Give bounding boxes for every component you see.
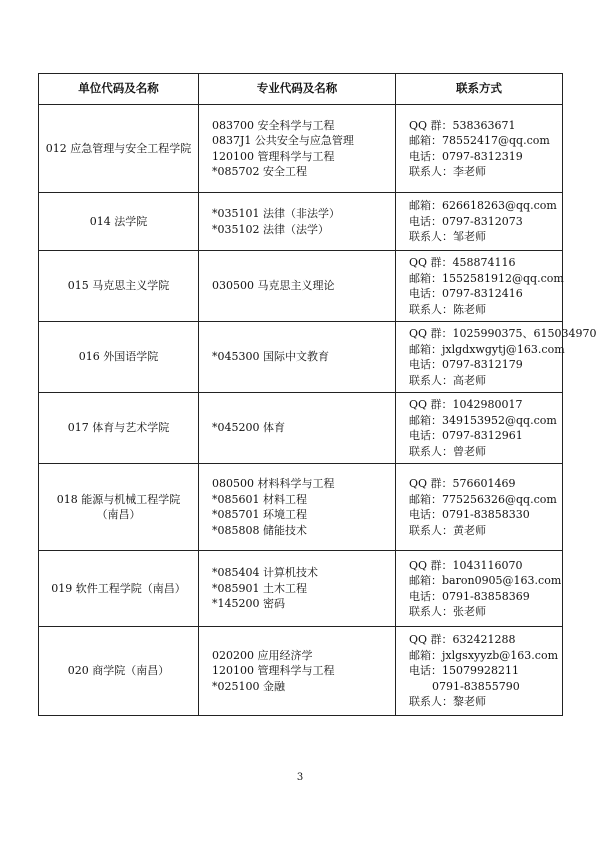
major-line: 0837J1 公共安全与应急管理 xyxy=(212,134,354,147)
table-header-row xyxy=(39,74,563,105)
contact-line: QQ 群：458874116 xyxy=(409,256,516,269)
unit-cell xyxy=(39,551,199,627)
major-line: 030500 马克思主义理论 xyxy=(212,279,335,293)
contact-line: 电话：0797-8312319 xyxy=(409,149,523,163)
unit-line: 017 体育与艺术学院 xyxy=(67,421,170,435)
major-line: *145200 密码 xyxy=(212,597,285,611)
major-line: *025100 金融 xyxy=(212,679,285,693)
contact-line: 联系人：高老师 xyxy=(409,373,486,387)
contact-line: 0791-83855790 xyxy=(432,679,520,693)
major-cell xyxy=(199,251,396,322)
contact-table xyxy=(38,73,597,716)
contact-line: 电话：0797-8312961 xyxy=(409,429,523,442)
contact-cell xyxy=(396,464,563,551)
major-line: *085901 土木工程 xyxy=(212,581,307,595)
unit-line: 015 马克思主义学院 xyxy=(67,279,170,293)
table-row xyxy=(39,251,563,322)
major-cell xyxy=(199,627,396,716)
contact-line: 联系人：李老师 xyxy=(409,165,486,178)
contact-cell xyxy=(396,193,563,251)
table-row xyxy=(39,193,563,251)
contact-cell xyxy=(396,251,563,322)
major-cell xyxy=(199,551,396,627)
unit-cell xyxy=(39,627,199,716)
table-row xyxy=(39,393,563,464)
contact-line: 邮箱：jxlgdxwgytj@163.com xyxy=(409,342,565,356)
contact-cell xyxy=(396,551,563,627)
contact-line: 电话：0797-8312179 xyxy=(409,358,523,371)
contact-line: 电话：0797-8312416 xyxy=(409,287,523,300)
major-cell xyxy=(199,393,396,464)
contact-line: 邮箱：78552417@qq.com xyxy=(409,134,550,147)
major-line: *045300 国际中文教育 xyxy=(212,350,329,364)
table-row xyxy=(39,105,563,193)
major-line: 083700 安全科学与工程 xyxy=(212,118,335,132)
unit-line: 016 外国语学院 xyxy=(78,350,159,364)
unit-cell xyxy=(39,393,199,464)
contact-line: 联系人：黎老师 xyxy=(409,695,486,709)
contact-line: QQ 群：1025990375、615034970 xyxy=(409,327,597,340)
major-line: *035102 法律（法学） xyxy=(212,222,329,236)
unit-cell xyxy=(39,105,199,193)
contact-line: 邮箱：775256326@qq.com xyxy=(409,492,557,506)
contact-line: QQ 群：632421288 xyxy=(409,633,516,647)
contact-line: QQ 群：538363671 xyxy=(409,118,516,132)
unit-line: 018 能源与机械工程学院 xyxy=(56,492,181,506)
major-line: 020200 应用经济学 xyxy=(212,648,313,662)
major-line: *035101 法律（非法学） xyxy=(212,207,340,220)
page-number: 3 xyxy=(296,772,304,783)
major-line: 080500 材料科学与工程 xyxy=(212,477,335,490)
contact-line: 邮箱：1552581912@qq.com xyxy=(409,271,564,285)
major-line: 120100 管理科学与工程 xyxy=(212,664,335,678)
major-line: *085404 计算机技术 xyxy=(212,566,318,580)
contact-line: 电话：15079928211 xyxy=(409,664,519,678)
header-major: 专业代码及名称 xyxy=(199,74,396,105)
unit-line: 012 应急管理与安全工程学院 xyxy=(45,141,192,155)
contact-line: QQ 群：1042980017 xyxy=(409,398,523,411)
header-unit: 单位代码及名称 xyxy=(39,74,199,105)
contact-line: 邮箱：jxlgsxyyzb@163.com xyxy=(409,648,558,662)
table-row xyxy=(39,464,563,551)
table-row xyxy=(39,627,563,716)
unit-line: 019 软件工程学院（南昌） xyxy=(51,581,186,595)
contact-cell xyxy=(396,105,563,193)
unit-cell xyxy=(39,322,199,393)
contact-line: 电话：0791-83858330 xyxy=(409,508,530,521)
contact-line: 联系人：邹老师 xyxy=(409,230,486,244)
table-row xyxy=(39,551,563,627)
major-cell xyxy=(199,322,396,393)
contact-cell xyxy=(396,322,597,393)
major-cell xyxy=(199,464,396,551)
unit-cell xyxy=(39,193,199,251)
contact-cell xyxy=(396,393,563,464)
unit-line: 014 法学院 xyxy=(89,214,148,228)
contact-line: 联系人：张老师 xyxy=(409,605,486,618)
unit-line: （南昌） xyxy=(96,508,141,521)
major-cell xyxy=(199,193,396,251)
contact-line: 邮箱：626618263@qq.com xyxy=(409,199,557,213)
major-line: 120100 管理科学与工程 xyxy=(212,149,335,163)
contact-cell xyxy=(396,627,563,716)
contact-line: 邮箱：baron0905@163.com xyxy=(409,574,562,587)
major-line: *085702 安全工程 xyxy=(212,165,307,178)
contact-line: QQ 群：1043116070 xyxy=(409,558,523,572)
major-cell xyxy=(199,105,396,193)
major-line: *085601 材料工程 xyxy=(212,492,307,506)
unit-cell xyxy=(39,464,199,551)
unit-line: 020 商学院（南昌） xyxy=(67,664,170,678)
major-line: *085701 环境工程 xyxy=(212,508,307,521)
contact-line: 邮箱：349153952@qq.com xyxy=(409,413,557,427)
table-body xyxy=(39,105,597,716)
major-line: *045200 体育 xyxy=(212,421,285,435)
contact-line: 联系人：陈老师 xyxy=(409,302,486,316)
table-row xyxy=(39,322,563,393)
contact-line: 电话：0797-8312073 xyxy=(409,214,523,228)
contact-line: 电话：0791-83858369 xyxy=(409,589,530,603)
major-line: *085808 储能技术 xyxy=(212,523,307,537)
unit-cell xyxy=(39,251,199,322)
header-contact: 联系方式 xyxy=(396,74,563,105)
contact-line: 联系人：曾老师 xyxy=(409,444,486,458)
contact-line: QQ 群：576601469 xyxy=(409,477,516,490)
contact-line: 联系人：黄老师 xyxy=(409,523,486,537)
